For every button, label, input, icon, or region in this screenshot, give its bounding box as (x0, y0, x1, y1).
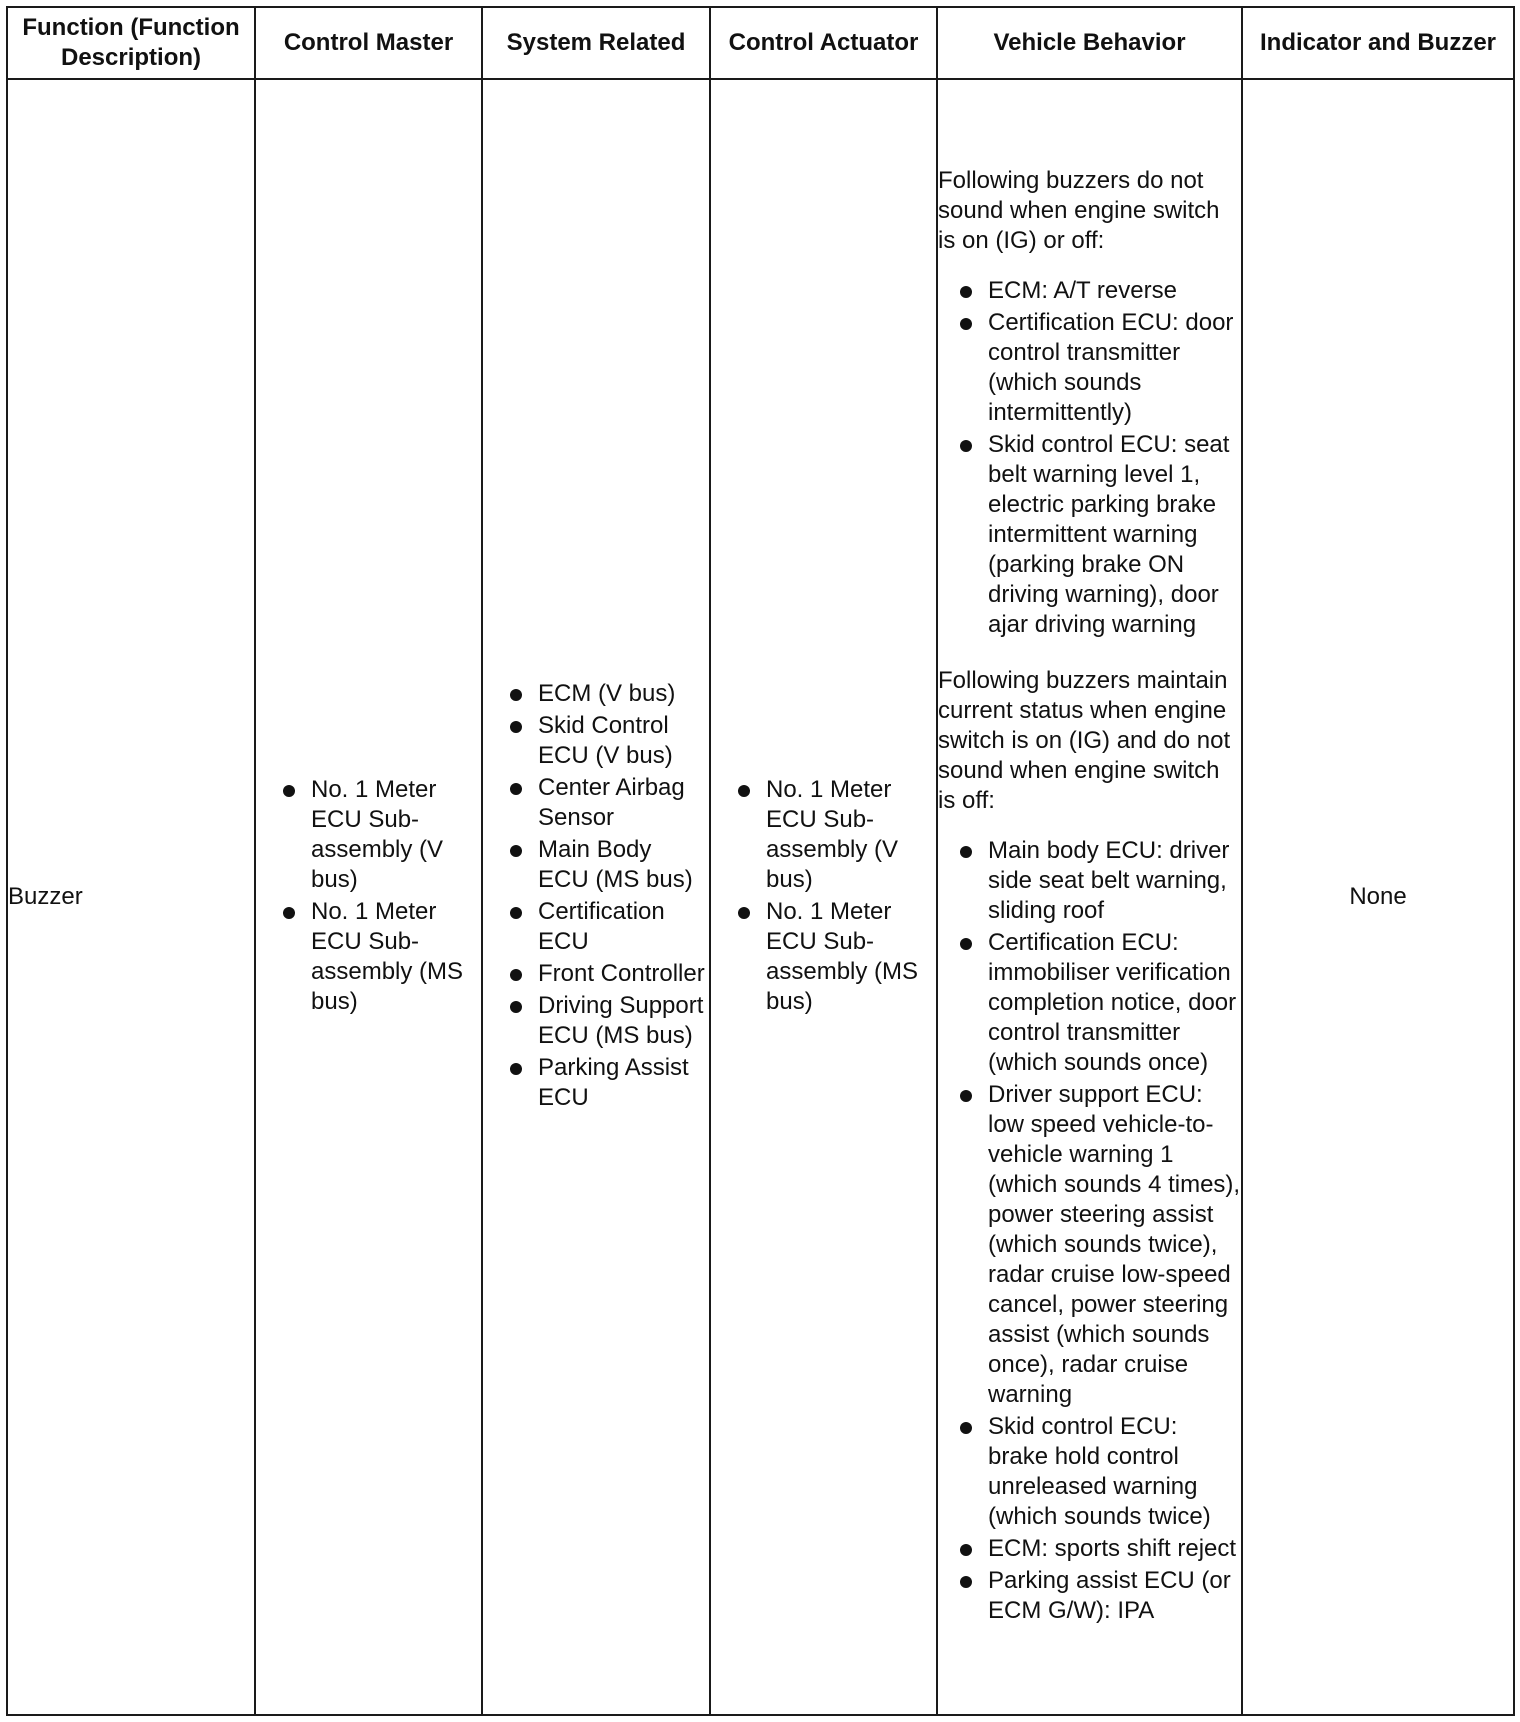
header-row (7, 7, 1514, 79)
cell-control-actuator (710, 79, 937, 1715)
function-table (6, 6, 1515, 1716)
cell-function: Buzzer (7, 79, 255, 1715)
list-item: ECM (V bus) (538, 679, 705, 709)
list-item: Certification ECU (538, 897, 705, 957)
cell-vehicle-behavior (937, 79, 1242, 1715)
list-item: Certification ECU: immobiliser verification completion notice, door control transmitter (which sounds once) (988, 928, 1241, 1078)
list-item: Parking assist ECU (or ECM G/W): IPA (988, 1566, 1241, 1626)
system-related-list (483, 679, 709, 1113)
table-row (7, 79, 1514, 1715)
header-vehicle-behavior: Vehicle Behavior (937, 7, 1242, 79)
list-item: Driver support ECU: low speed vehicle-to-vehicle warning 1 (which sounds 4 times), power steering assist (which sounds twice), radar cruise low-speed cancel, power steering assist (which sounds once), radar cruise warning (988, 1081, 1241, 1408)
header-control-actuator: Control Actuator (710, 7, 937, 79)
list-item: No. 1 Meter ECU Sub-assembly (MS bus) (311, 897, 477, 1017)
list-item: Parking Assist ECU (538, 1053, 705, 1113)
behavior-intro-1: Following buzzers do not sound when engine switch is on (IG) or off: (938, 167, 1220, 254)
behavior-list-1 (938, 276, 1241, 640)
list-item: Main body ECU: driver side seat belt warning, sliding roof (988, 836, 1241, 926)
list-item: No. 1 Meter ECU Sub-assembly (V bus) (766, 775, 932, 895)
header-function: Function (Function Description) (7, 7, 255, 79)
control-actuator-list (711, 775, 936, 1017)
cell-system-related (482, 79, 710, 1715)
list-item: No. 1 Meter ECU Sub-assembly (V bus) (311, 775, 477, 895)
header-system-related: System Related (482, 7, 710, 79)
list-item: ECM: sports shift reject (988, 1534, 1241, 1564)
header-control-master: Control Master (255, 7, 482, 79)
behavior-list-2 (938, 836, 1241, 1626)
list-item: Skid control ECU: brake hold control unreleased warning (which sounds twice) (988, 1412, 1241, 1532)
control-master-list (256, 775, 481, 1017)
list-item: Front Controller (538, 960, 705, 987)
list-item: Center Airbag Sensor (538, 773, 705, 833)
header-indicator-buzzer: Indicator and Buzzer (1242, 7, 1514, 79)
list-item: Driving Support ECU (MS bus) (538, 992, 704, 1049)
list-item: No. 1 Meter ECU Sub-assembly (MS bus) (766, 897, 932, 1017)
list-item: Skid control ECU: seat belt warning level 1, electric parking brake intermittent warning (parking brake ON driving warning), door ajar driving warning (988, 430, 1241, 640)
list-item: Main Body ECU (MS bus) (538, 835, 705, 895)
cell-control-master (255, 79, 482, 1715)
list-item: Certification ECU: door control transmitter (which sounds intermittently) (988, 308, 1241, 428)
cell-indicator-buzzer: None (1242, 79, 1514, 1715)
list-item: ECM: A/T reverse (988, 276, 1241, 306)
behavior-intro-2: Following buzzers maintain current status when engine switch is on (IG) and do not sound when engine switch is off: (938, 667, 1231, 814)
list-item: Skid Control ECU (V bus) (538, 711, 705, 771)
